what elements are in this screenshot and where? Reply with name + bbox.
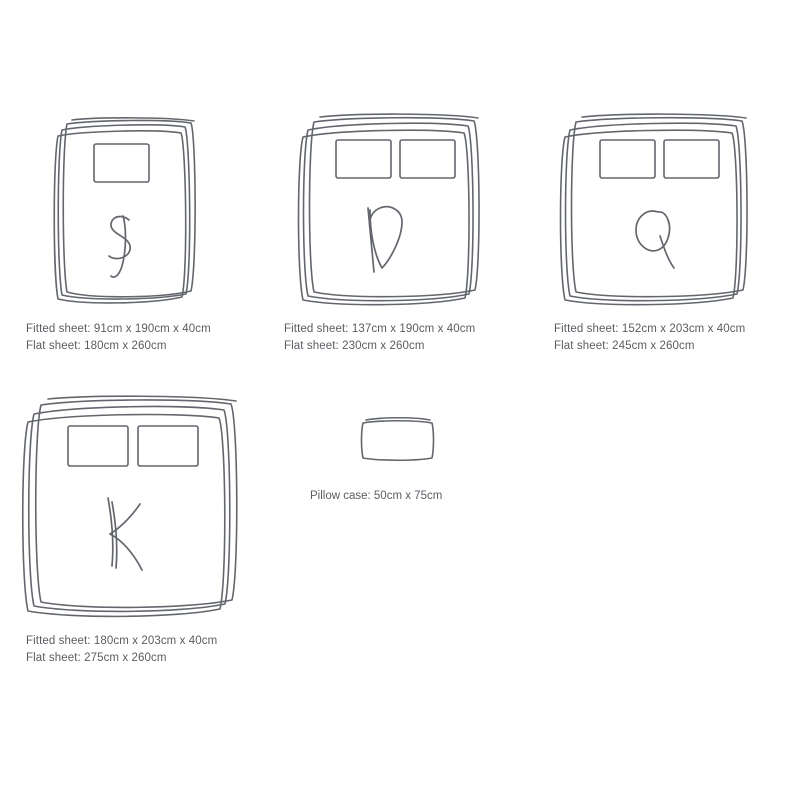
bed-queen-illustration: [548, 112, 768, 312]
bed-double-illustration: [286, 112, 501, 312]
bed-double: [284, 112, 501, 352]
bed-single-fitted: Fitted sheet: 91cm x 190cm x 40cm: [26, 323, 211, 335]
bed-single: [26, 116, 226, 352]
bed-single-caption: [26, 321, 211, 355]
bed-single-flat: Flat sheet: 180cm x 260cm: [26, 340, 167, 352]
bed-double-fitted: Fitted sheet: 137cm x 190cm x 40cm: [284, 323, 476, 335]
bed-double-flat: Flat sheet: 230cm x 260cm: [284, 340, 425, 352]
pillow-case-illustration: [358, 415, 438, 470]
pillow-case-caption: Pillow case: 50cm x 75cm: [310, 490, 443, 502]
bed-queen-fitted: Fitted sheet: 152cm x 203cm x 40cm: [554, 323, 746, 335]
bed-queen-flat: Flat sheet: 245cm x 260cm: [554, 340, 695, 352]
bed-king-fitted: Fitted sheet: 180cm x 203cm x 40cm: [26, 635, 218, 647]
bed-king: [12, 394, 267, 664]
bed-queen: [548, 112, 768, 352]
pillow-case: [310, 415, 443, 502]
bed-queen-caption: [554, 321, 745, 355]
bed-double-caption: [284, 321, 475, 355]
bed-king-caption: [26, 633, 217, 667]
bed-king-flat: Flat sheet: 275cm x 260cm: [26, 652, 167, 664]
bed-king-illustration: [12, 394, 267, 624]
bed-single-illustration: [26, 116, 226, 311]
